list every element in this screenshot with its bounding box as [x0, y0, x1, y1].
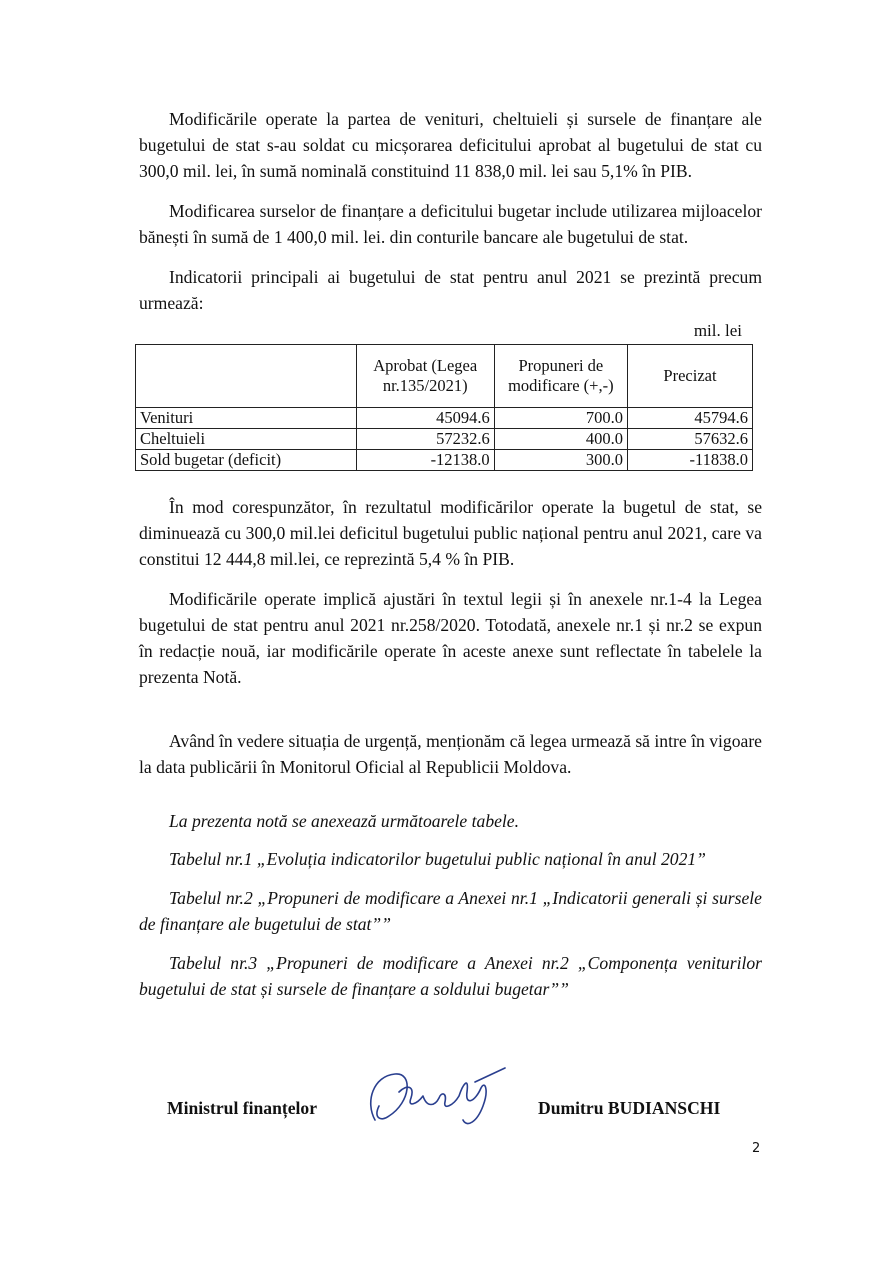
table-cell: -12138.0: [356, 450, 494, 471]
document-body: [139, 106, 762, 1002]
minister-name: Dumitru BUDIANSCHI: [538, 1098, 721, 1118]
paragraph-financing-sources: Modificarea surselor de finanțare a deficitului bugetar include utilizarea mijloacelor bănești în sumă de 1 400,0 mil. lei. din conturile bancare ale bugetului de stat.: [139, 201, 762, 247]
table-header-cell: Propuneri de modificare (+,-): [494, 345, 627, 408]
table-cell: -11838.0: [628, 450, 753, 471]
paragraph-main-indicators: Indicatorii principali ai bugetului de stat pentru anul 2021 se prezintă precum urmează:: [139, 267, 762, 313]
page-number: 2: [752, 1141, 761, 1156]
table-cell: 300.0: [494, 450, 627, 471]
table-cell: 45094.6: [356, 408, 494, 429]
signature-block: [167, 1092, 767, 1132]
table-cell: 700.0: [494, 408, 627, 429]
table-row: [136, 408, 753, 429]
budget-indicators-table: [135, 344, 753, 471]
annex-table-1: Tabelul nr.1 „Evoluția indicatorilor bugetului public național în anul 2021”: [169, 849, 706, 869]
paragraph-public-deficit: În mod corespunzător, în rezultatul modificărilor operate la bugetul de stat, se diminuează cu 300,0 mil.lei deficitul bugetului public național pentru anul 2021, care va constitui 12 444,8 mil.lei, ce reprezintă 5,4 % în PIB.: [139, 497, 762, 569]
minister-title: Ministrul finanțelor: [167, 1098, 318, 1118]
table-cell: 57232.6: [356, 429, 494, 450]
paragraph-deficit-reduction: Modificările operate la partea de venituri, cheltuieli și sursele de finanțare ale bugetului de stat s-au soldat cu micșorarea deficitului aprobat al bugetului de stat cu 300,0 mil. lei, în sumă nominală constituind 11 838,0 mil. lei sau 5,1% în PIB.: [139, 109, 762, 181]
paragraph-law-adjustments: Modificările operate implică ajustări în textul legii și în anexele nr.1-4 la Legea bugetului de stat pentru anul 2021 nr.258/2020. Totodată, anexele nr.1 și nr.2 se expun în redacție nouă, iar modificările operate în aceste anexe sunt reflectate în tabelele la prezenta Notă.: [139, 589, 762, 687]
table-header-cell: Aprobat (Legea nr.135/2021): [356, 345, 494, 408]
table-header-row: [136, 345, 753, 408]
annex-table-2: Tabelul nr.2 „Propuneri de modificare a Anexei nr.1 „Indicatorii generali și sursele de finanțare ale bugetului de stat””: [139, 888, 762, 934]
table-row: [136, 429, 753, 450]
table-row: [136, 450, 753, 471]
table-row-label: Sold bugetar (deficit): [136, 450, 357, 471]
table-unit-label: mil. lei: [693, 321, 742, 340]
table-cell: 57632.6: [628, 429, 753, 450]
handwritten-signature: [355, 1062, 515, 1132]
paragraph-annex-intro: La prezenta notă se anexează următoarele tabele.: [169, 811, 520, 831]
table-row-label: Cheltuieli: [136, 429, 357, 450]
table-cell: 400.0: [494, 429, 627, 450]
paragraph-urgency: Având în vedere situația de urgență, menționăm că legea urmează să intre în vigoare la data publicării în Monitorul Oficial al Republicii Moldova.: [139, 731, 762, 777]
table-header-cell: Precizat: [628, 345, 753, 408]
table-row-label: Venituri: [136, 408, 357, 429]
annex-table-3: Tabelul nr.3 „Propuneri de modificare a Anexei nr.2 „Componența veniturilor bugetului de stat și sursele de finanțare a soldului bugetar””: [139, 953, 762, 999]
table-header-cell: [136, 345, 357, 408]
table-cell: 45794.6: [628, 408, 753, 429]
